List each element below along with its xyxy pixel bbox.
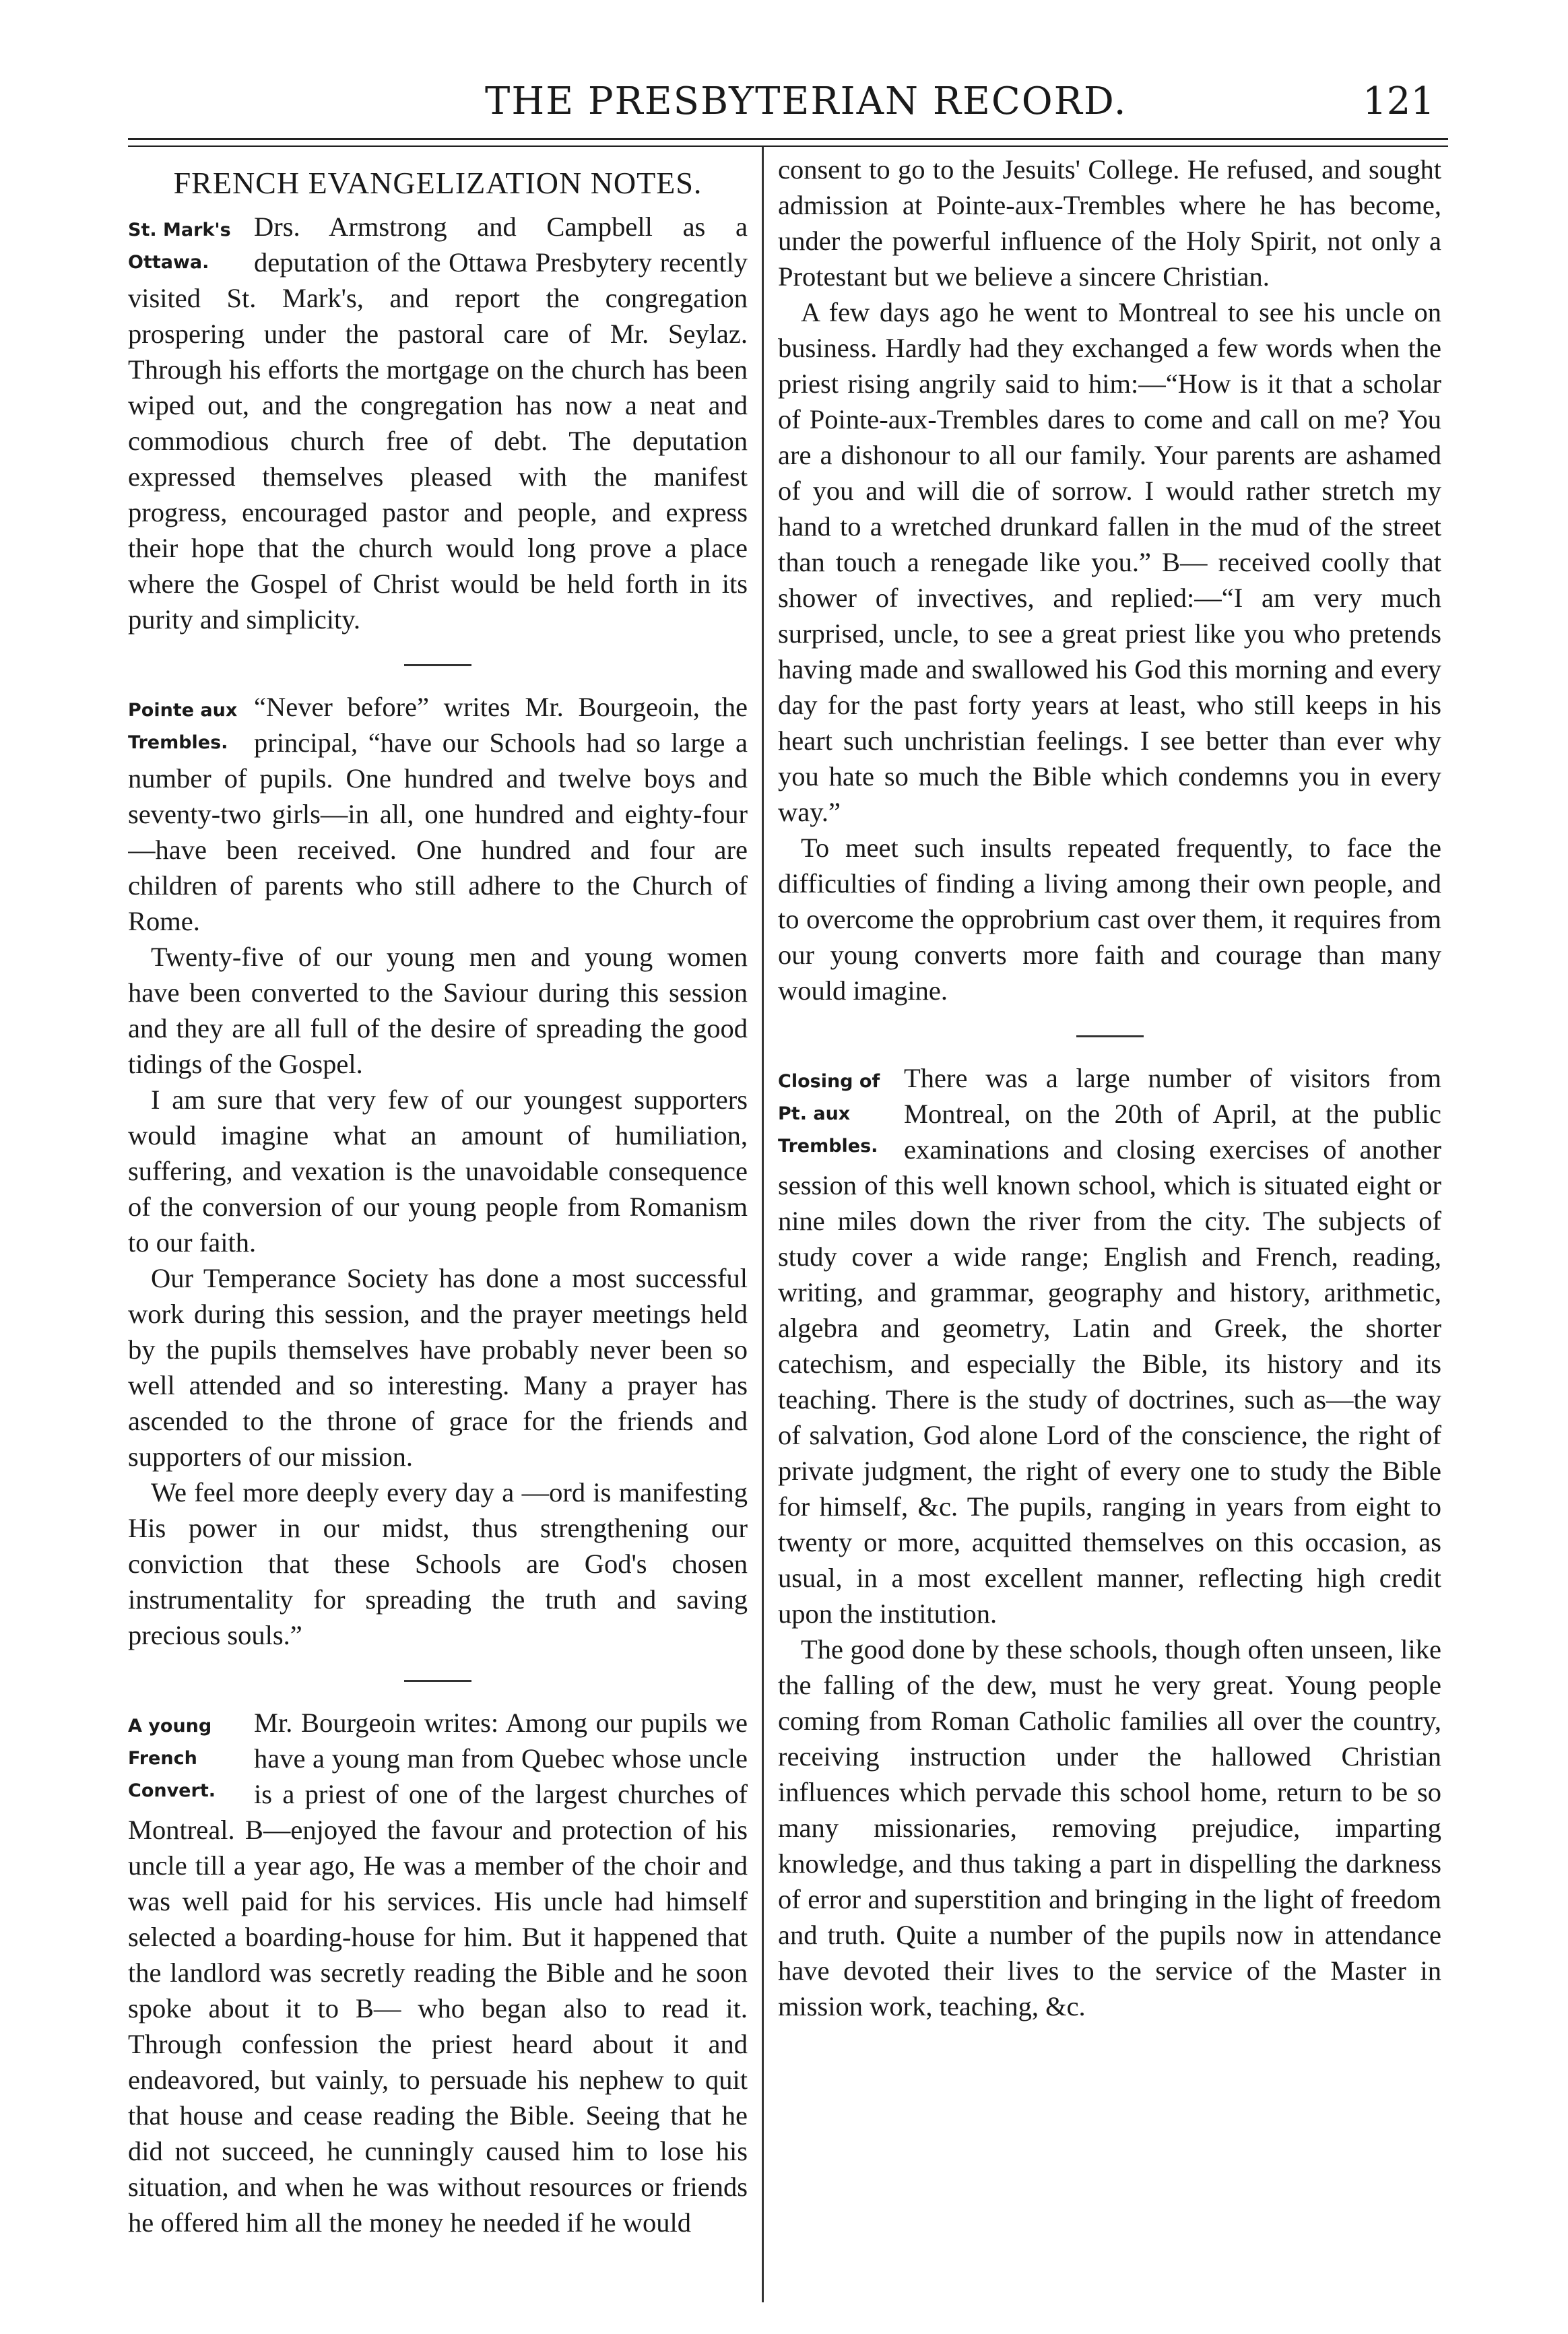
young-convert-continued-paragraph: consent to go to the Jesuits' College. He refused, and sought admission at Pointe-aux-Trembles where he has become, under the powerful influence of the Holy Spirit, not only a Protestant but we believe a sincere Christian. [778, 154, 1441, 292]
young-convert-side-head: A young French Convert. [128, 1716, 216, 1801]
separator [1076, 1035, 1144, 1037]
closing-side-head: Closing of Pt. aux Trembles. [778, 1071, 880, 1157]
pointe-paragraph: Our Temperance Society has done a most successful work during this session, and the prayer meetings held by the pupils themselves have probably never been so well attended and so interesting. Many a prayer has ascended to the throne of grace for the friends and supporters of our mission. [128, 1263, 748, 1472]
closing-paragraph: The good done by these schools, though often unseen, like the falling of the dew, must he very great. Young people coming from Roman Catholic families all over the country, receiving instruction under the hallowed Christian influences which pervade this school home, return to be so many missionaries, removing prejudice, imparting knowledge, and thus taking a part in dispelling the darkness of error and superstition and bringing in the light of freedom and truth. Quite a number of the pupils now in attendance have devoted their lives to the service of the Master in mission work, teaching, &c. [778, 1634, 1441, 2021]
st-marks-paragraph: Drs. Armstrong and Campbell as a deputation of the Ottawa Presbytery recently visited St. Mark's, and report the congregation prospering under the pastoral care of Mr. Seylaz. Through his efforts the mortgage on the church has been wiped out, and the congregation has now a neat and commodious church free of debt. The deputation expressed themselves pleased with the manifest progress, encouraged pastor and people, and express their hope that the church would long prove a place where the Gospel of Christ would be held forth in its purity and simplicity. [128, 212, 748, 635]
column-divider [762, 147, 764, 2302]
young-convert-continued-paragraph: To meet such insults repeated frequently, to face the difficulties of finding a living among their own people, and to overcome the opprobrium cast over them, it requires from our young converts more faith and courage than many would imagine. [778, 833, 1441, 1006]
header-rule [128, 138, 1448, 147]
pointe-paragraph: We feel more deeply every day a —ord is manifesting His power in our midst, thus strengthening our conviction that these Schools are God's chosen instrumentality for spreading the truth and saving precious souls.” [128, 1477, 748, 1650]
young-convert-section [128, 1705, 748, 2240]
left-column [128, 152, 748, 2307]
pointe-paragraph: Twenty-five of our young men and young women have been converted to the Saviour during this session and they are all full of the desire of spreading the good tidings of the Gospel. [128, 942, 748, 1079]
pointe-aux-trembles-section [128, 689, 748, 1653]
young-convert-continued-paragraph: A few days ago he went to Montreal to see his uncle on business. Hardly had they exchanged a few words when the priest rising angrily said to him:—“How is it that a scholar of Pointe-aux-Trembles dares to come and call on me? You are a dishonour to all our family. Your parents are ashamed of you and will die of sorrow. I would rather stretch my hand to a wretched drunkard fallen in the mud of the street than touch a renegade like you.” B— received coolly that shower of invectives, and replied:—“I am very much surprised, uncle, to see a great priest like you who pretends having made and swallowed his God this morning and every day for the past forty years at least, who still keeps in his heart such unchristian feelings. I see better than ever why you hate so much the Bible which condemns you in every way.” [778, 297, 1441, 827]
separator [404, 1680, 471, 1682]
page-number: 121 [1363, 79, 1435, 123]
journal-title: THE PRESBYTERIAN RECORD. [485, 79, 1128, 123]
closing-paragraph: There was a large number of visitors from Montreal, on the 20th of April, at the public examinations and closing exercises of another session of this well known school, which is situated eight or nine miles down the river from the city. The subjects of study cover a wide range; English and French, reading, writing, and grammar, geography and history, arithmetic, algebra and geometry, Latin and Greek, the shorter catechism, and especially the Bible, its history and its teaching. There is the study of doctrines, such as—the way of salvation, God alone Lord of the conscience, the right of private judgment, the right of every one to study the Bible for himself, &c. The pupils, ranging in years from eight to twenty or more, acquitted themselves on this occasion, as usual, in a most excellent manner, reflecting high credit upon the institution. [778, 1063, 1441, 1629]
page-header [128, 67, 1462, 135]
young-convert-paragraph: Mr. Bourgeoin writes: Among our pupils we have a young man from Quebec whose uncle is a priest of one of the largest churches of Montreal. B—enjoyed the favour and protection of his uncle till a year ago, He was a member of the choir and was well paid for his services. His uncle had himself selected a boarding-house for him. But it happened that the landlord was secretly reading the Bible and he soon spoke about it to B— who began also to read it. Through confession the priest heard about it and endeavored, but vainly, to persuade his nephew to quit that house and cease reading the Bible. Seeing that he did not succeed, he cunningly caused him to lose his situation, and when he was without resources or friends he offered him all the money he needed if he would [128, 1708, 748, 2238]
st-marks-side-head: St. Mark's Ottawa. [128, 220, 231, 273]
closing-section [778, 1060, 1441, 2024]
section-title: FRENCH EVANGELIZATION NOTES. [173, 166, 703, 200]
separator [404, 664, 471, 666]
right-column [778, 152, 1441, 2307]
pointe-paragraph: “Never before” writes Mr. Bourgeoin, the principal, “have our Schools had so large a number of pupils. One hundred and twelve boys and seventy-two girls—in all, one hundred and eighty-four—have been received. One hundred and four are children of parents who still adhere to the Church of Rome. [128, 692, 748, 936]
st-marks-section [128, 209, 748, 637]
pointe-aux-trembles-side-head: Pointe aux Trembles. [128, 700, 238, 753]
pointe-paragraph: I am sure that very few of our youngest supporters would imagine what an amount of humiliation, suffering, and vexation is the unavoidable consequence of the conversion of our young people from Romanism to our faith. [128, 1084, 748, 1258]
